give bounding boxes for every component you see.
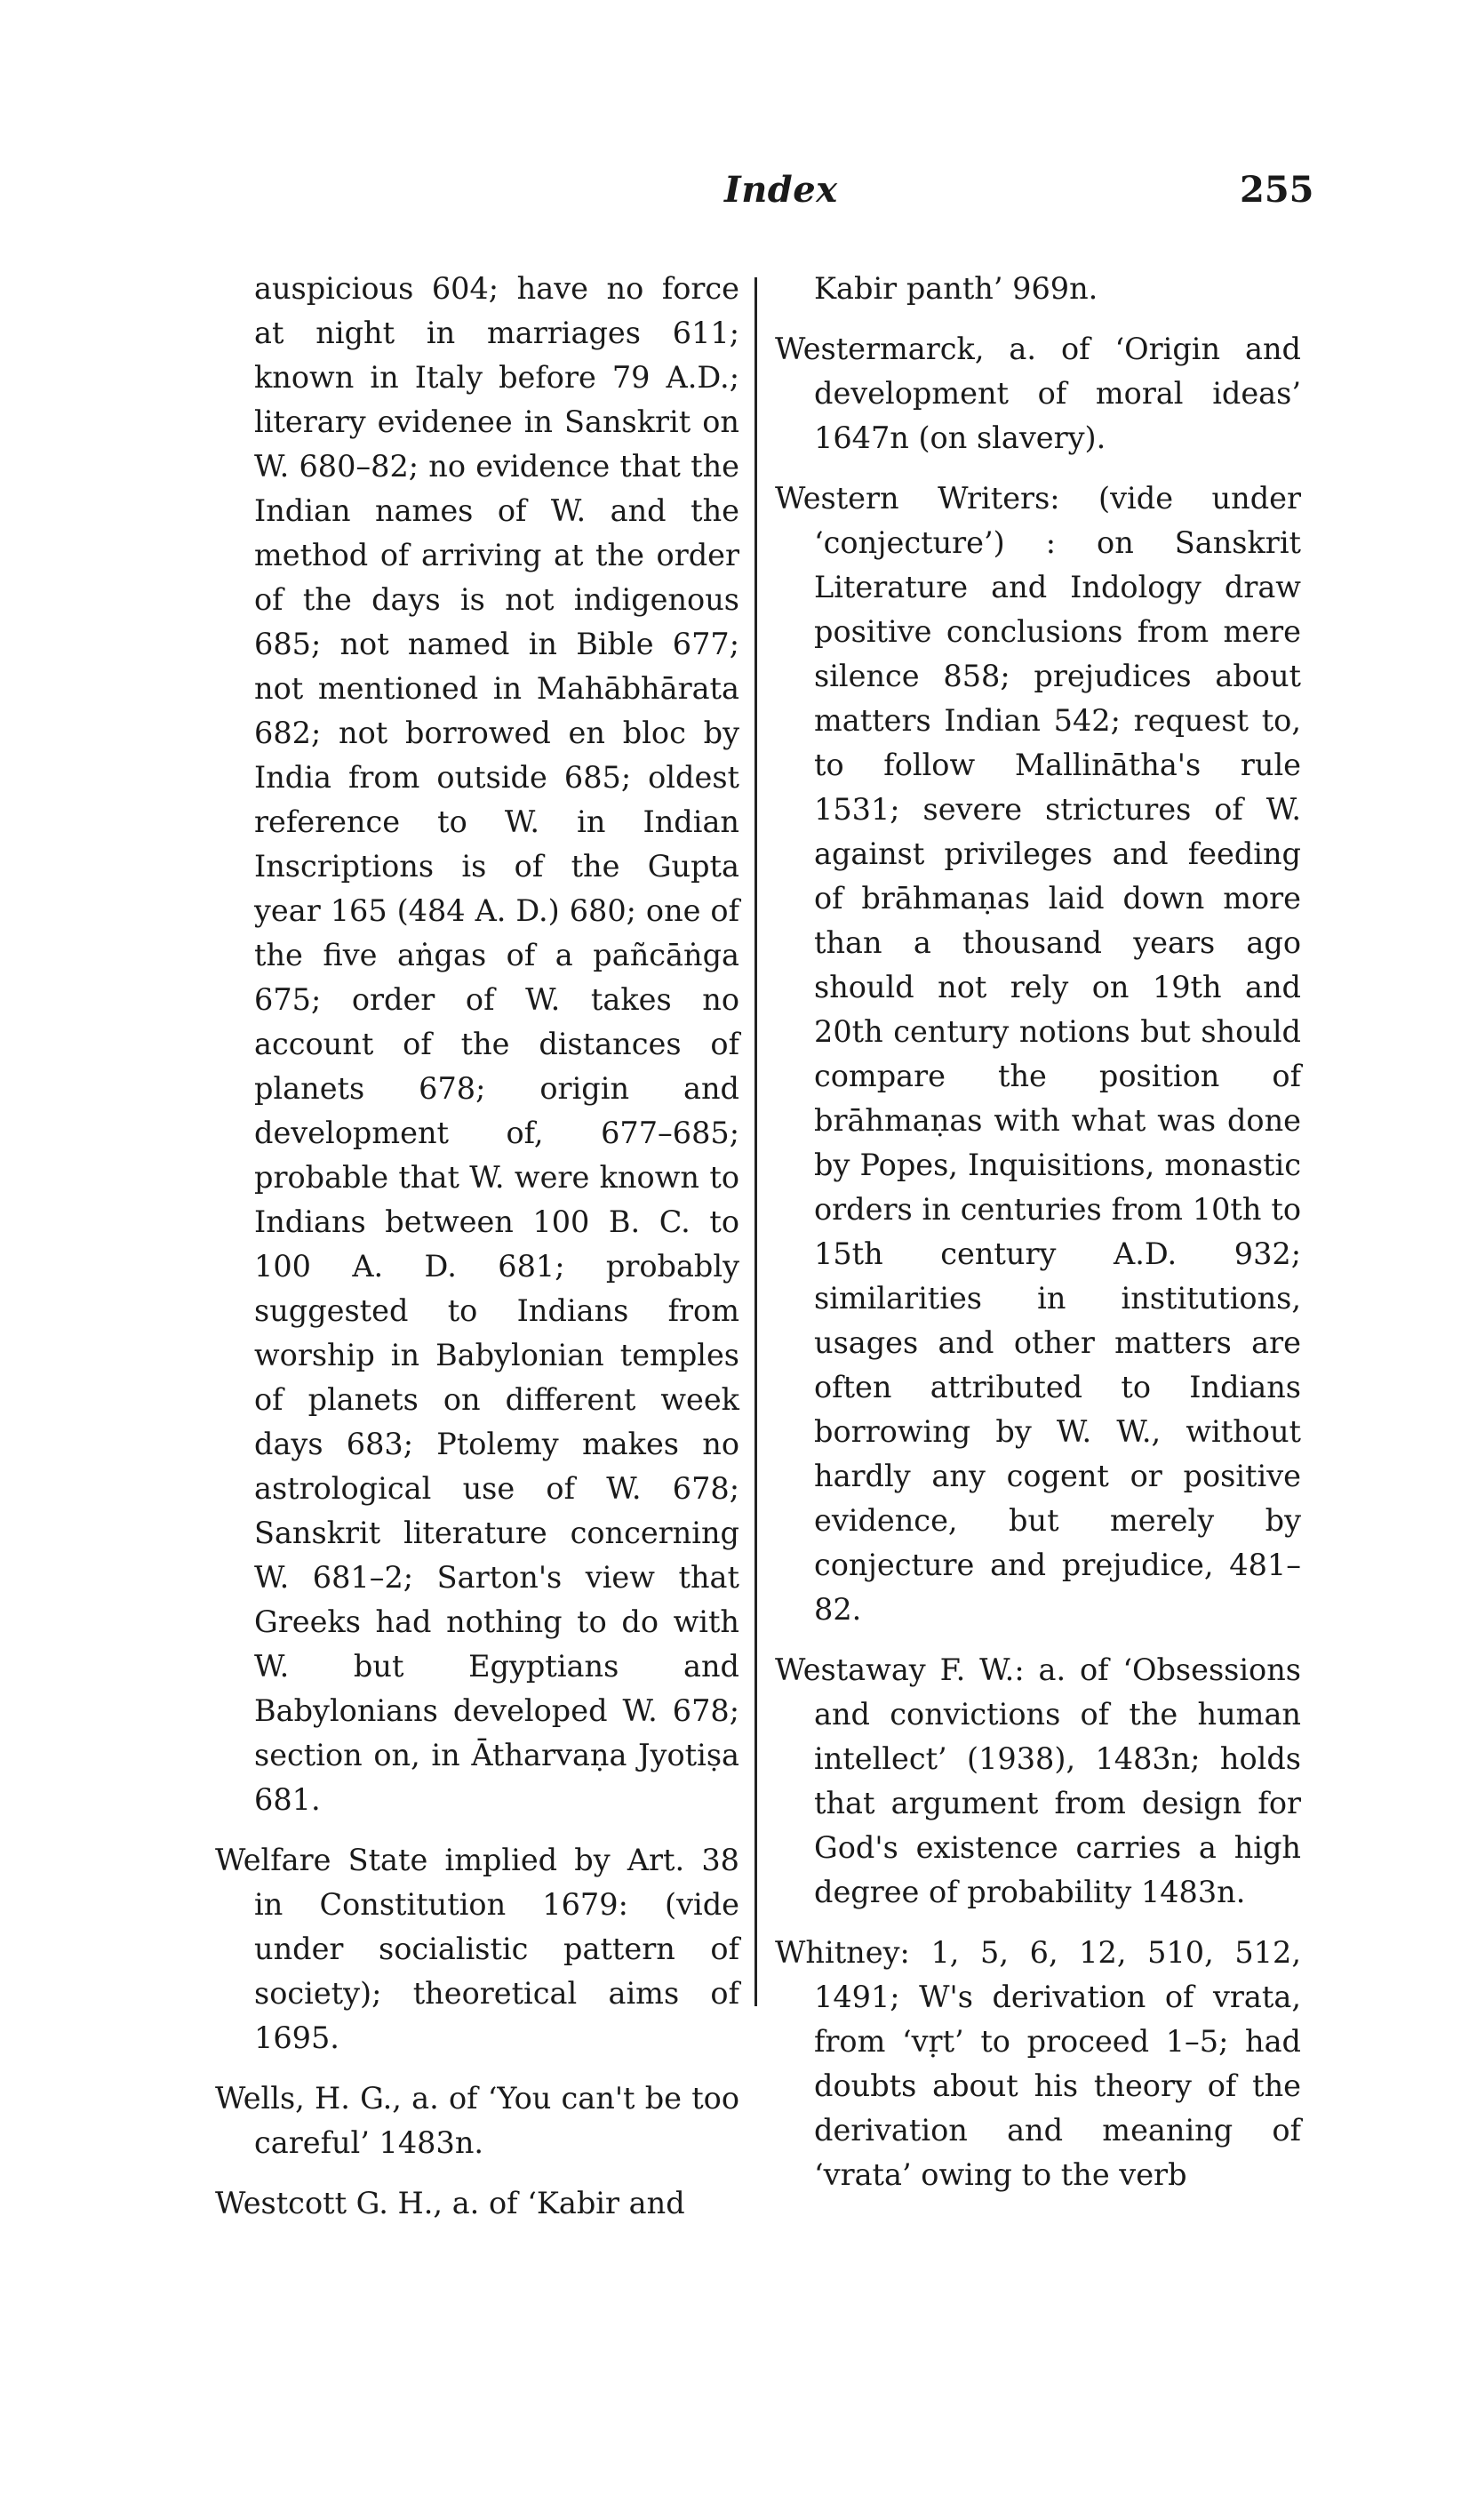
index-entry [215, 1838, 739, 2060]
entry-heading: Westaway F. W.: [775, 1652, 1025, 1687]
entry-body: a. of ‘Origin and development of moral ideas’ 1647n (on slavery). [814, 332, 1301, 455]
left-column [215, 267, 739, 2242]
entry-body: auspicious 604; have no force at night in marriages 611; known in Italy before 79 A.D.; literary evidenee in Sanskrit on W. 680–82; no evidence that the Indian names of W. and the method of arriving at the order of the days is not indigenous 685; not named in Bible 677; not mentioned in Mahābhārata 682; not borrowed en bloc by India from outside 685; oldest reference to W. in Indian Inscriptions is of the Gupta year 165 (484 A. D.) 680; one of the five aṅgas of a pañcāṅga 675; order of W. takes no account of the distances of planets 678; origin and development of, 677–685; probable that W. were known to Indians between 100 B. C. to 100 A. D. 681; probably suggested to Indians from worship in Babylonian temples of planets on different week days 683; Ptolemy makes no astrological use of W. 678; Sanskrit literature concerning W. 681–2; Sarton's view that Greeks had nothing to do with W. but Egyptians and Babylonians developed W. 678; section on, in Ātharvaṇa Jyotiṣa 681. [254, 271, 739, 1817]
index-entry [775, 327, 1301, 460]
right-column [775, 267, 1301, 2213]
entry-body: Kabir panth’ 969n. [814, 271, 1098, 306]
index-entry [775, 1931, 1301, 2197]
index-entry [775, 267, 1301, 311]
entry-heading: Whitney: [775, 1935, 910, 1970]
entry-body: a. of ‘Obsessions and convictions of the human intellect’ (1938), 1483n; holds that argument from design for God's existence carries a high degree of probability 1483n. [814, 1652, 1301, 1909]
entry-heading: Wells, H. G., [215, 2081, 402, 2116]
entry-body: a. of ‘You can't be too careful’ 1483n. [254, 2081, 739, 2160]
entry-body: (vide under ‘conjecture’) : on Sanskrit Literature and Indology draw positive conclusions from mere silence 858; prejudices about matters Indian 542; request to, to follow Mallinātha's rule 1531; severe strictures of W. against privileges and feeding of brāhmaṇas laid down more than a thousand years ago should not rely on 19th and 20th century notions but should compare the position of brāhmaṇas with what was done by Popes, Inquisitions, monastic orders in centuries from 10th to 15th century A.D. 932; similarities in institutions, usages and other matters are often attributed to Indians borrowing by W. W., without hardly any cogent or positive evidence, but merely by conjecture and prejudice, 481–82. [814, 481, 1301, 1627]
column-divider [754, 277, 757, 2006]
entry-heading: Western Writers: [775, 481, 1060, 516]
entry-heading: Westermarck, [775, 332, 985, 366]
running-title: Index [724, 169, 838, 211]
index-entry [775, 1648, 1301, 1915]
index-entry [775, 476, 1301, 1632]
entry-heading: Welfare State [215, 1843, 428, 1877]
index-entry [215, 2076, 739, 2165]
entry-body: implied by Art. 38 in Constitution 1679: (vide under socialistic pattern of society); theoretical aims of 1695. [254, 1843, 739, 2055]
page-number: 255 [1240, 169, 1314, 211]
entry-body: 1, 5, 6, 12, 510, 512, 1491; W's derivation of vrata, from ‘vṛt’ to proceed 1–5; had doubts about his theory of the derivation and meaning of ‘vrata’ owing to the verb [814, 1935, 1301, 2192]
entry-body: a. of ‘Kabir and [443, 2186, 685, 2220]
entry-heading: Westcott G. H., [215, 2186, 443, 2220]
index-entry [215, 267, 739, 1822]
index-entry [215, 2181, 739, 2226]
running-head [0, 169, 1469, 222]
